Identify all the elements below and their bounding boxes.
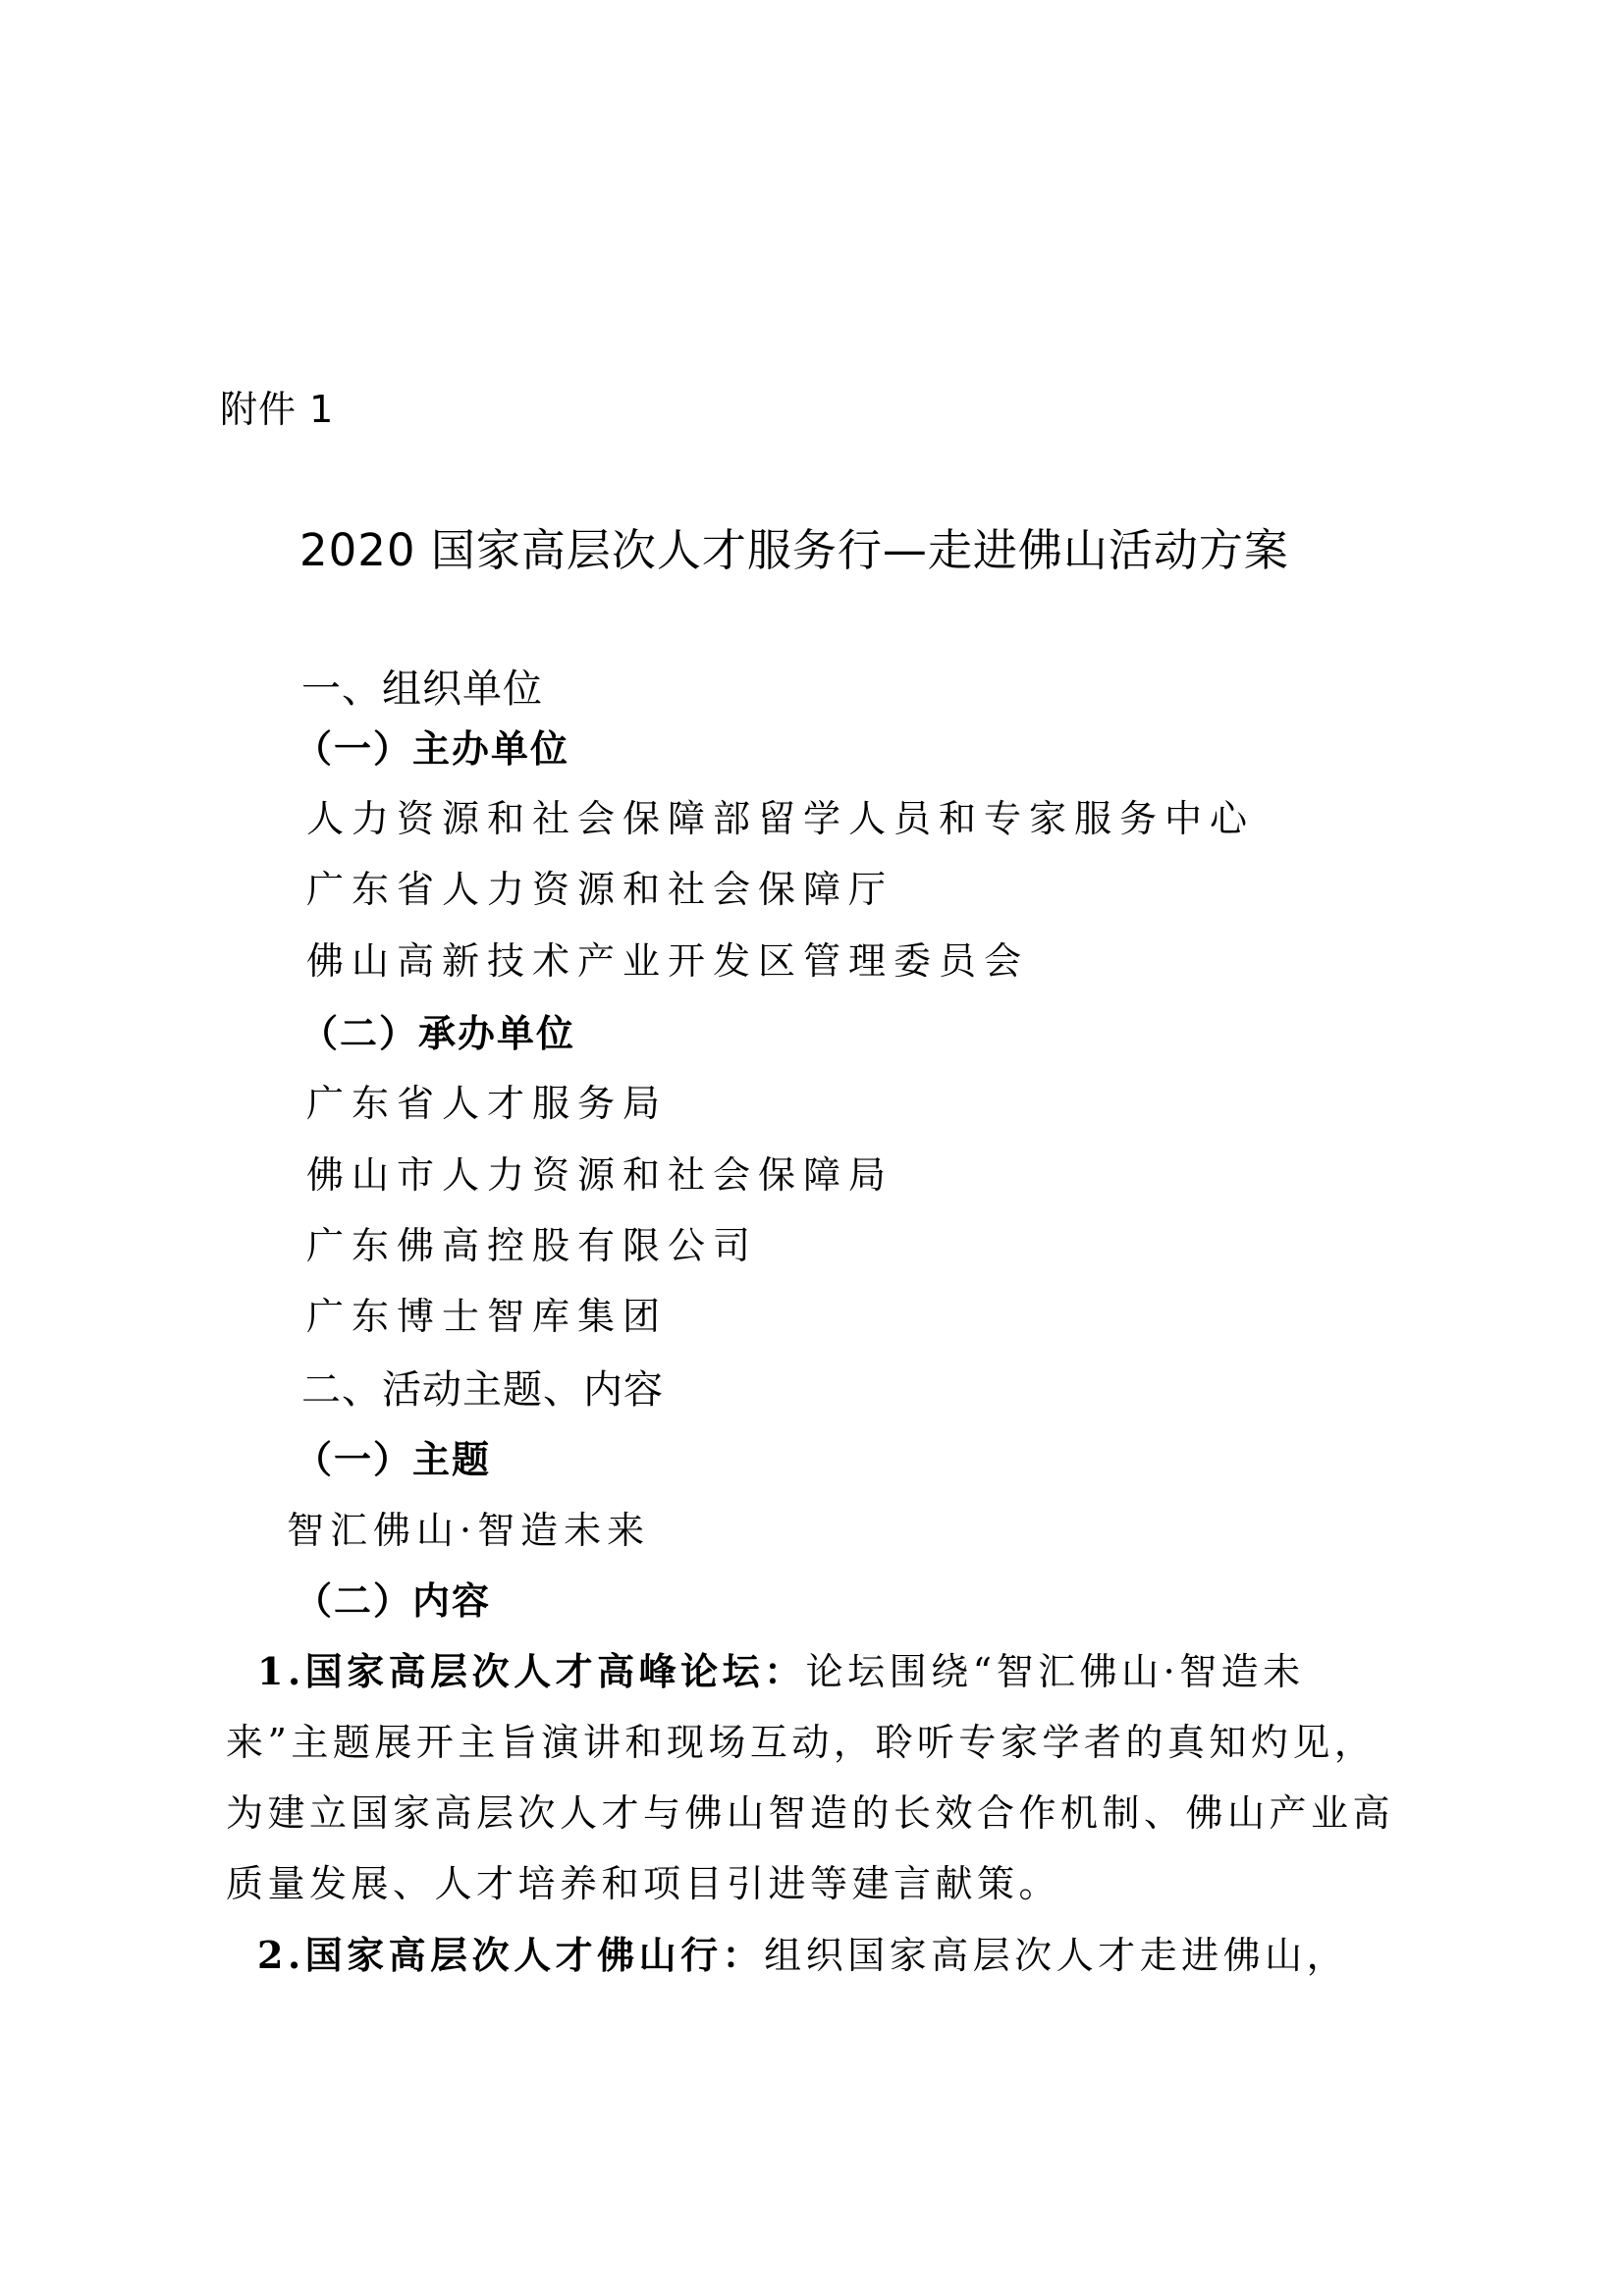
section-heading-organizers: 一、组织单位 [301, 667, 543, 712]
document-title: 2020 国家高层次人才服务行—走进佛山活动方案 [299, 524, 1289, 576]
content-paragraph-1-line-1 [257, 1649, 1305, 1693]
subsection-heading-theme: （一）主题 [295, 1437, 492, 1481]
organizer-item: 广东省人才服务局 [306, 1082, 669, 1125]
content-paragraph-1-line-4: 质量发展、人才培养和项目引进等建言献策。 [226, 1862, 1061, 1905]
organizer-item: 佛山市人力资源和社会保障局 [306, 1153, 894, 1197]
attachment-label: 附件 1 [220, 388, 335, 431]
content-paragraph-1-line-2: 来”主题展开主旨演讲和现场互动，聆听专家学者的真知灼见， [226, 1721, 1377, 1764]
paragraph-text: 论坛围绕“智汇佛山·智造未 [805, 1650, 1305, 1693]
content-paragraph-1-line-3: 为建立国家高层次人才与佛山智造的长效合作机制、佛山产业高 [226, 1791, 1395, 1835]
section-heading-theme-content: 二、活动主题、内容 [301, 1367, 664, 1413]
subsection-heading-organizers: （二）承办单位 [300, 1011, 576, 1055]
paragraph-text: 组织国家高层次人才走进佛山， [764, 1934, 1349, 1977]
host-item: 广东省人力资源和社会保障厅 [306, 868, 894, 911]
subsection-heading-content: （二）内容 [295, 1578, 492, 1623]
content-paragraph-2-line-1 [257, 1933, 1349, 1977]
organizer-item: 广东博士智库集团 [306, 1295, 669, 1338]
paragraph-lead: 1.国家高层次人才高峰论坛： [257, 1649, 806, 1693]
organizer-item: 广东佛高控股有限公司 [306, 1224, 759, 1267]
paragraph-lead: 2.国家高层次人才佛山行： [257, 1933, 765, 1977]
subsection-heading-hosts: （一）主办单位 [295, 726, 570, 771]
host-item: 佛山高新技术产业开发区管理委员会 [306, 939, 1030, 983]
theme-text: 智汇佛山·智造未来 [287, 1509, 651, 1552]
host-item: 人力资源和社会保障部留学人员和专家服务中心 [306, 797, 1256, 840]
